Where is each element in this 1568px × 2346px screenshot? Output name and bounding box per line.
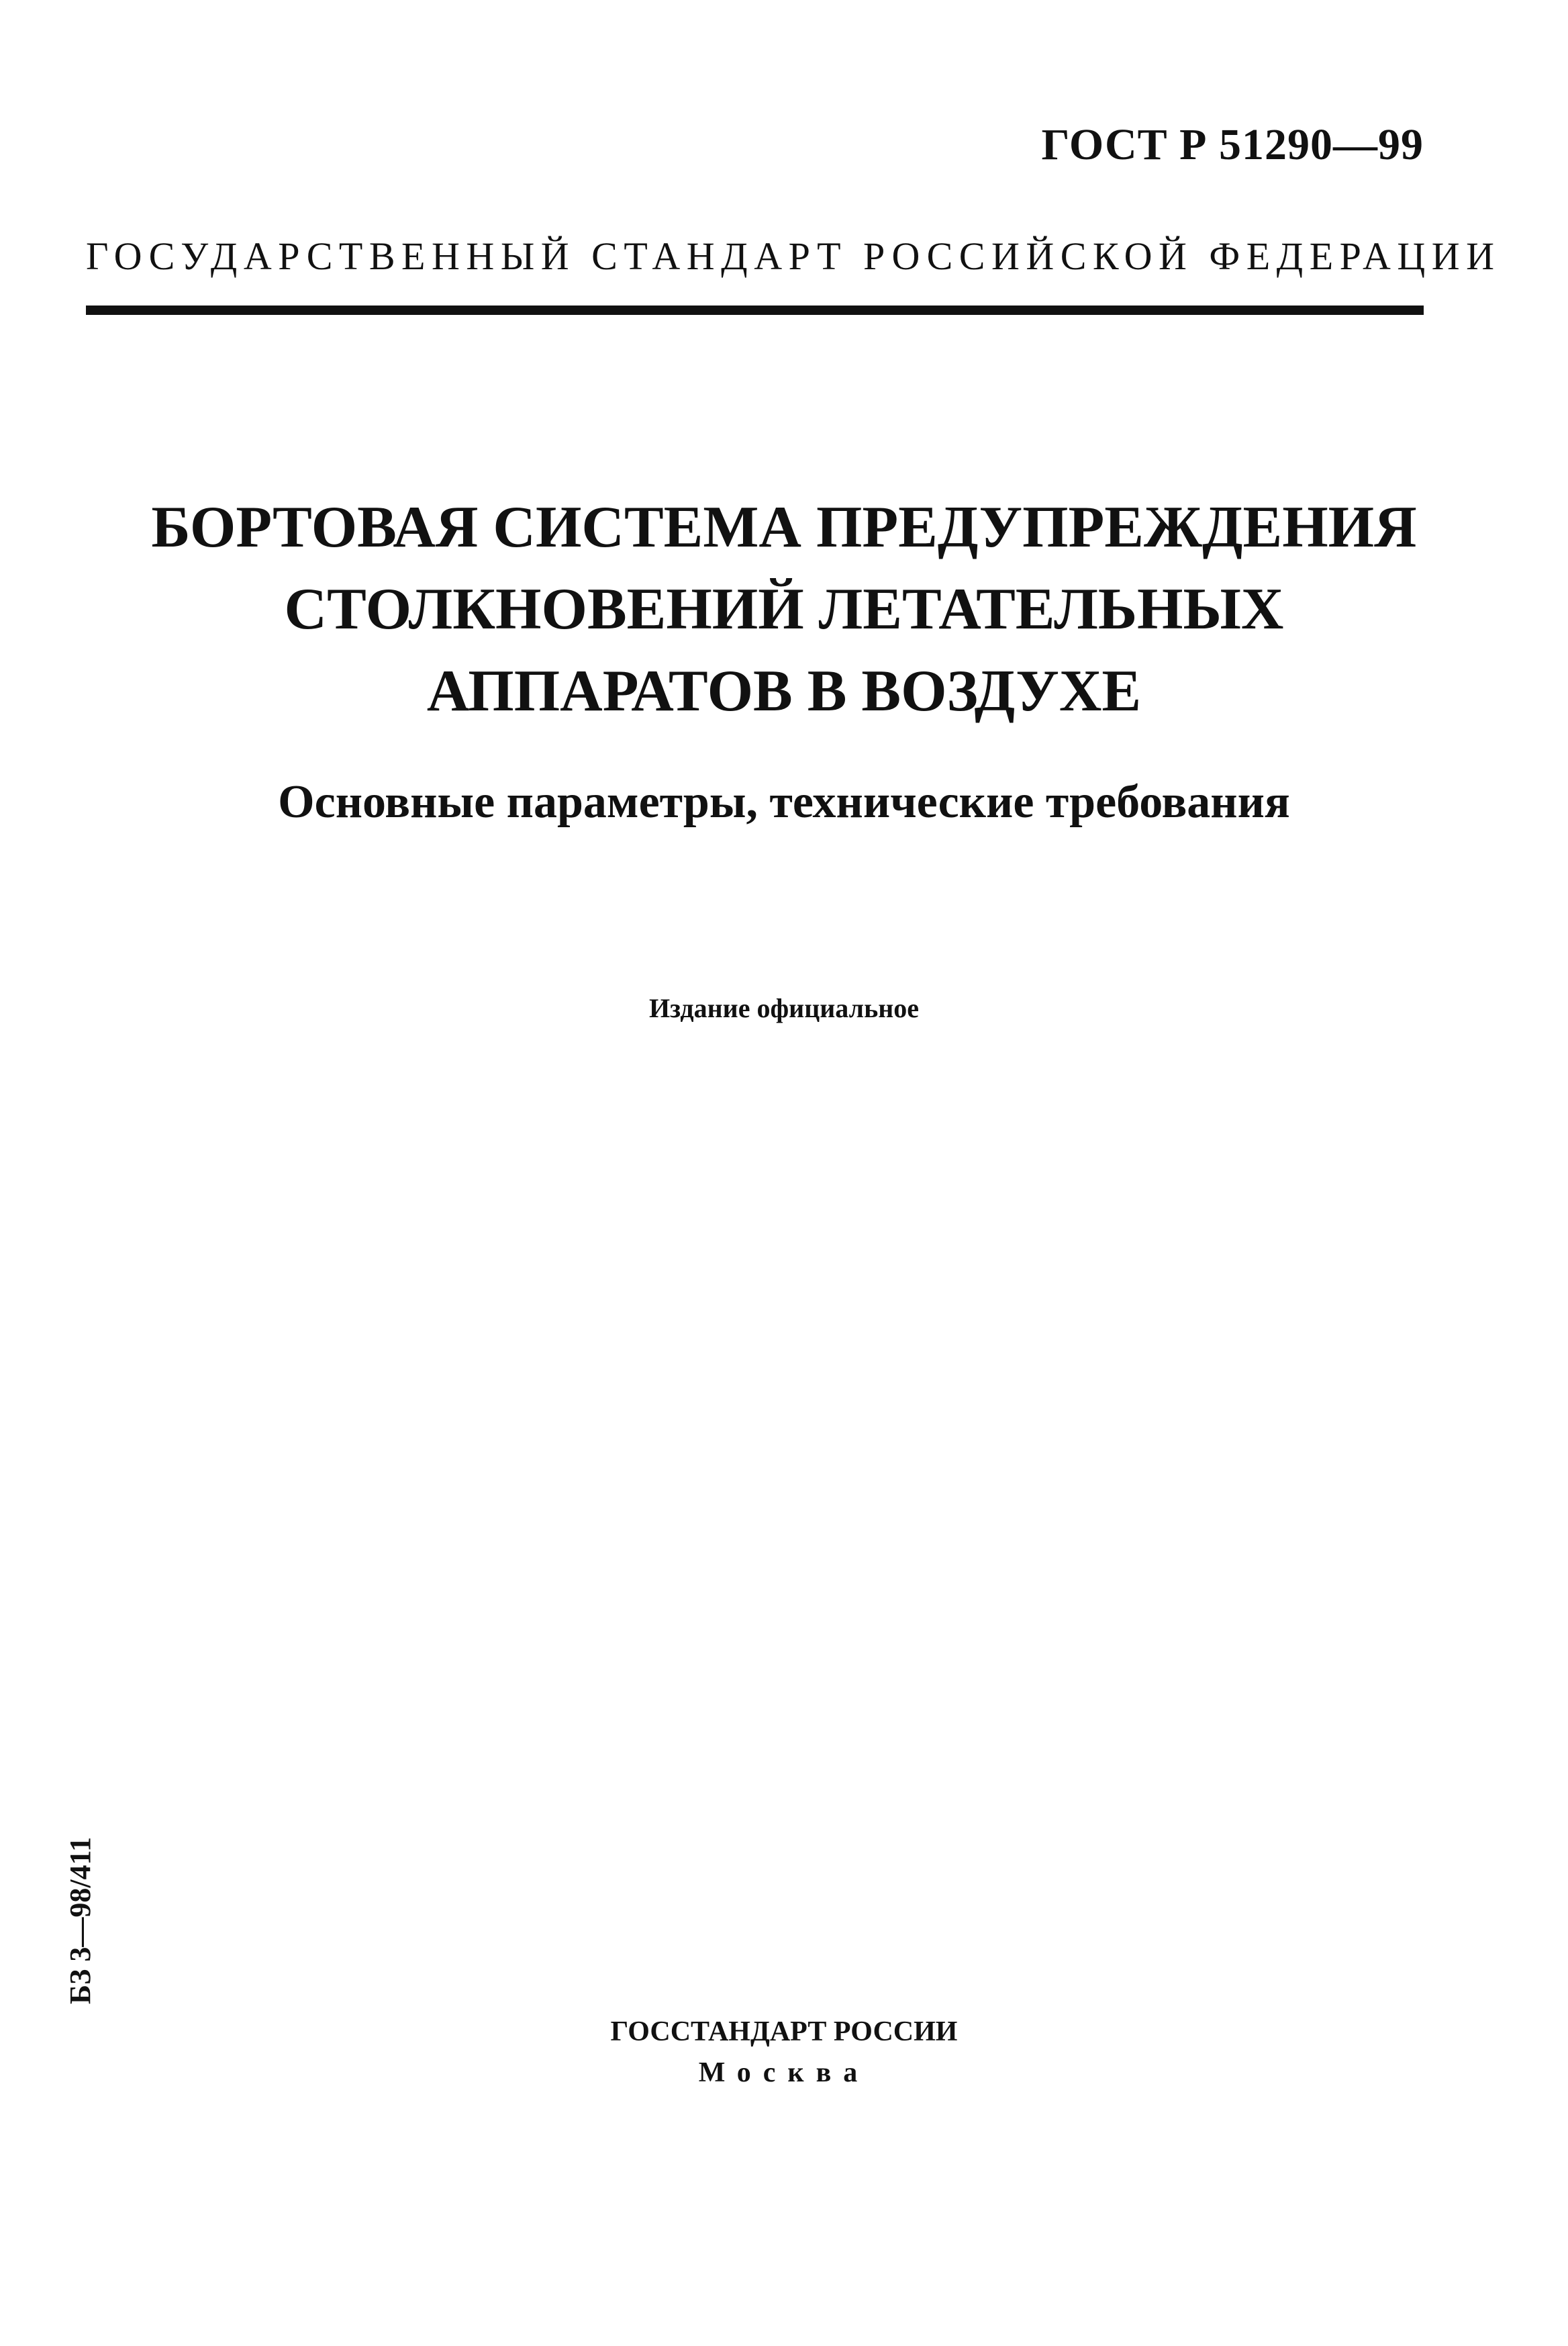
title-line: СТОЛКНОВЕНИЙ ЛЕТАТЕЛЬНЫХ — [284, 577, 1284, 642]
city: Москва — [698, 2057, 870, 2088]
edition-label: Издание официальное — [648, 993, 920, 1023]
main-title — [0, 487, 1568, 733]
subtitle: Основные параметры, технические требования — [278, 776, 1290, 828]
side-code: БЗ 3—98/411 — [64, 1836, 97, 2004]
publisher: ГОССТАНДАРТ РОССИИ — [610, 2016, 958, 2047]
header-rule — [86, 306, 1424, 315]
title-line: АППАРАТОВ В ВОЗДУХЕ — [426, 659, 1142, 724]
document-number: ГОСТ Р 51290—99 — [1041, 120, 1424, 169]
title-line: БОРТОВАЯ СИСТЕМА ПРЕДУПРЕЖДЕНИЯ — [151, 495, 1417, 560]
standard-header: ГОСУДАРСТВЕННЫЙ СТАНДАРТ РОССИЙСКОЙ ФЕДЕРАЦИИ — [86, 234, 1501, 278]
